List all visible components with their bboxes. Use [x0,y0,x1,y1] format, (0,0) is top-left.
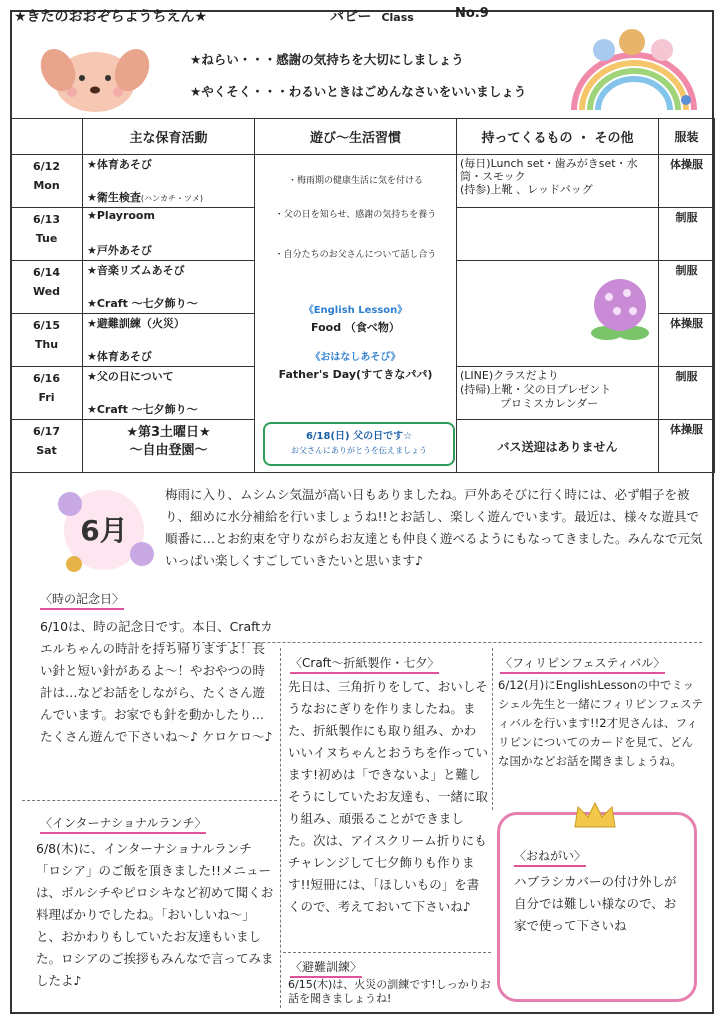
hydrangea-icon [587,275,653,345]
divider [22,800,277,801]
clock-section-body: 6/10は、時の記念日です。本日、Craftカエルちゃんの時計を持ち帰りますよ！長い針と短い針があるよ～！やおやつの時計は…などお話をしながら、たくさん遊んでいます。お家でも針を動かしたり…たくさん遊んで下さいね～♪ ケロケロ～♪ [40,619,273,744]
belongings-cell: バス送迎はありません [457,420,659,473]
clothing-cell: 体操服 [659,420,715,473]
divider [162,642,702,643]
activity-cell: ★体育あそび ★衛生検査(ハンカチ・ツメ) [83,155,255,208]
english-lesson-topic: Food （食べ物） [311,321,400,334]
school-name: ★きたのおおぞらようちえん★ [14,9,208,25]
divider [492,648,493,810]
request-body: ハブラシカバーの付け外しが自分では難しい様なので、お家で使って下さいね [514,874,677,933]
english-lesson-title: 《English Lesson》 [303,305,408,316]
divider [280,648,281,1008]
belongings-cell: (毎日)Lunch set・歯みがきset・水筒・スモック (持参)上靴 、レッドバッグ [457,155,659,208]
habit-line: ・梅雨期の健康生活に気を付ける [287,176,423,186]
table-row [11,155,715,208]
rainbow-animals-illustration [564,20,704,115]
craft-section-title: 〈Craft～折紙製作・七夕〉 [290,654,439,674]
issue-number: No.9 [455,6,489,21]
habit-header: 遊び～生活習慣 [255,119,457,155]
clock-section-title: 〈時の記念日〉 [40,590,124,610]
june-badge [50,484,158,584]
clothing-cell: 制服 [659,261,715,314]
belongings-header: 持ってくるもの ・ その他 [457,119,659,155]
philippine-section-body: 6/12(月)にEnglishLessonの中でミッシェル先生と一緒にフィリピンフェスティバルを行います!!2才児さんは、フィリピンについてのカードを見て、どんな国かなどお話を聞きましょうね。 [498,678,704,768]
dog-illustration [40,40,150,115]
divider [283,952,491,953]
date-cell: 6/12 Mon [11,155,83,208]
clothing-cell: 体操服 [659,314,715,367]
clothing-header: 服装 [659,119,715,155]
activity-header: 主な保育活動 [83,119,255,155]
clothing-cell: 体操服 [659,155,715,208]
lunch-section-title: 〈インターナショナルランチ〉 [40,814,206,834]
date-cell: 6/15 Thu [11,314,83,367]
activity-cell: ★音楽リズムあそび ★Craft ～七夕飾り～ [83,261,255,314]
date-cell: 6/14 Wed [11,261,83,314]
philippine-section-title: 〈フィリピンフェスティバル〉 [500,654,665,674]
activity-cell: ★Playroom ★戸外あそび [83,208,255,261]
month-label: 6月 [80,514,128,547]
date-header [11,119,83,155]
lunch-section-title-wrap [40,812,206,834]
craft-section-body: 先日は、三角折りをして、おいしそうなおにぎりを作りましたね。また、折紙製作にも取り組み、かわいいイヌちゃんとおうちを作っています!初めは「できないよ」と難しそうにしていたお友達も、一緒に取り組み、頑張ることができました。次は、アイスクリーム折りにもチャレンジして七夕飾りも作ります!!短冊には、「ほしいもの」を書くので、考えておいて下さいね♪ [288,679,488,914]
lunch-section-body: 6/8(木)に、インターナショナルランチ「ロシア」のご飯を頂きました!!メニューは、ボルシチやピロシキなど初めて聞くお料理ばかりでしたね。「おいしいね～」と、おかわりもしていたお友達もいました。ロシアのご挨拶もみんなで言ってみましたよ♪ [36,841,274,988]
story-play-title: 《おはなしあそび》 [310,352,401,363]
activity-cell: ★父の日について ★Craft ～七夕飾り～ [83,367,255,420]
crown-icon [570,801,620,831]
clothing-cell: 制服 [659,367,715,420]
class-title [330,6,414,26]
promise-text: ★やくそく・・・わるいときはごめんなさいをいいましょう [190,84,527,99]
habit-line: ・自分たちのお父さんについて話し合う [274,250,437,260]
class-name: パピー [330,9,372,25]
activity-cell: ★第3土曜日★ ～自由登園～ [83,420,255,473]
fathers-day-notice: 6/18(日) 父の日です☆ お父さんにありがとうを伝えましょう [263,422,455,466]
drill-section-title-wrap [290,956,362,978]
activity-cell: ★避難訓練（火災） ★体育あそび [83,314,255,367]
belongings-cell: (LINE)クラスだより (持帰)上靴・父の日プレゼント プロミスカレンダー [457,367,659,420]
request-title: 〈おねがい〉 [514,847,586,867]
philippine-section-title-wrap [500,652,665,674]
clock-section-title-wrap [40,588,124,610]
story-play-topic: Father's Day(すてきなパパ) [278,368,433,381]
request-box [497,812,697,1002]
date-cell: 6/13 Tue [11,208,83,261]
table-header-row [11,119,715,155]
clothing-cell: 制服 [659,208,715,261]
date-cell: 6/17 Sat [11,420,83,473]
belongings-cell [457,261,659,367]
date-cell: 6/16 Fri [11,367,83,420]
schedule-table [10,118,715,473]
drill-section-title: 〈避難訓練〉 [290,958,362,978]
habit-line: ・父の日を知らせ、感謝の気持ちを養う [274,210,437,220]
drill-section-body: 6/15(木)は、火災の訓練です!しっかりお話を聞きましょうね! [288,978,491,1005]
intro-text: 梅雨に入り、ムシムシ気温が高い日もありましたね。戸外あそびに行く時には、必ず帽子を被り、細めに水分補給を行いましょうね!!とお話し、楽しく遊んでいます。最近は、様々な遊具で順番に…とお約束を守りながらお友達とも仲良く遊べるようにもなってきました。みんなで元気いっぱい楽しくすごしていきたいと思います♪ [165,487,703,568]
class-label: Class [381,11,414,24]
aim-text: ★ねらい・・・感謝の気持ちを大切にしましょう [190,52,464,67]
belongings-cell [457,208,659,261]
craft-section-title-wrap [290,652,439,674]
